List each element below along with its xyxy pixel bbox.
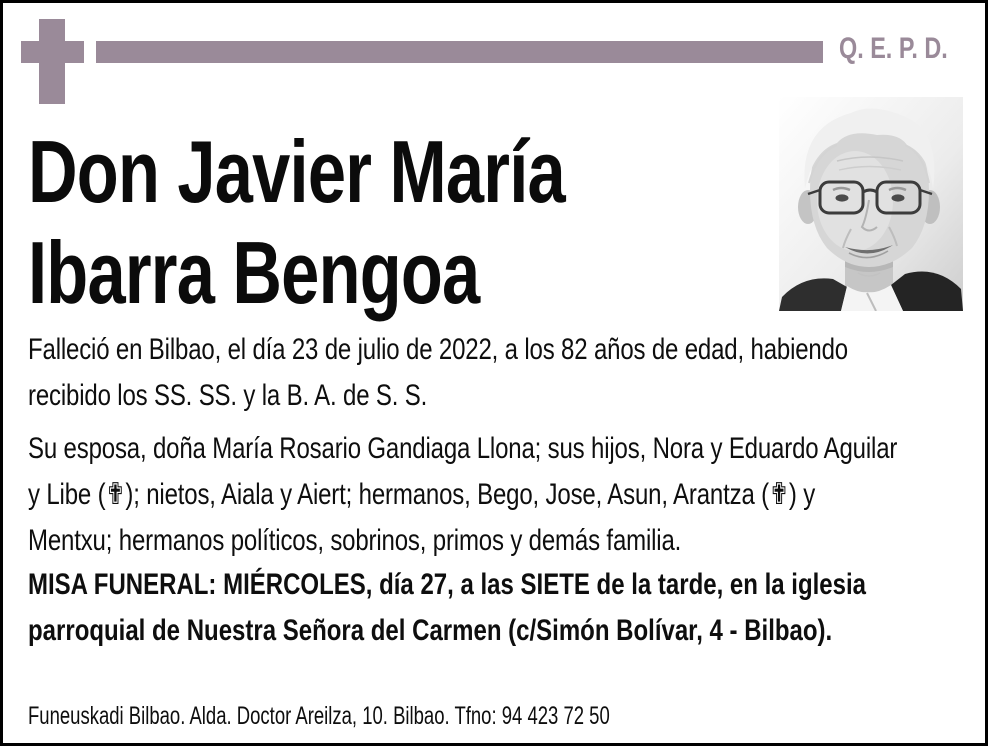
family-line-3: Mentxu; hermanos políticos, sobrinos, primos y demás familia.: [28, 524, 682, 557]
deceased-name-line-1: Don Javier María: [28, 122, 565, 221]
portrait-photo-drawing: [779, 97, 963, 311]
memorial-cross-horizontal-bar: [21, 41, 84, 63]
funeral-home-info: Funeuskadi Bilbao. Alda. Doctor Areilza, 10. Bilbao. Tfno: 94 423 72 50: [28, 702, 610, 730]
death-notice-line-1: Falleció en Bilbao, el día 23 de julio de 2022, a los 82 años de edad, habiendo: [28, 333, 848, 366]
death-notice-paragraph: [28, 327, 848, 419]
funeral-mass-announcement: [28, 562, 866, 654]
deceased-name-title: [28, 121, 565, 323]
family-line-1: Su esposa, doña María Rosario Gandiaga Llona; sus hijos, Nora y Eduardo Aguilar: [28, 432, 898, 465]
funeral-mass-line-1: MISA FUNERAL: MIÉRCOLES, día 27, a las SIETE de la tarde, en la iglesia: [28, 568, 866, 601]
deceased-name-line-2: Ibarra Bengoa: [28, 223, 480, 322]
header-rule-bar: [96, 41, 823, 63]
qepd-label: Q. E. P. D.: [839, 32, 948, 65]
family-line-2: y Libe (✟); nietos, Aiala y Aiert; hermanos, Bego, Jose, Asun, Arantza (✟) y: [28, 478, 816, 511]
portrait-photo: [779, 97, 963, 311]
family-paragraph: [28, 426, 897, 564]
death-notice-line-2: recibido los SS. SS. y la B. A. de S. S.: [28, 379, 428, 412]
funeral-mass-line-2: parroquial de Nuestra Señora del Carmen (c/Simón Bolívar, 4 - Bilbao).: [28, 614, 833, 647]
